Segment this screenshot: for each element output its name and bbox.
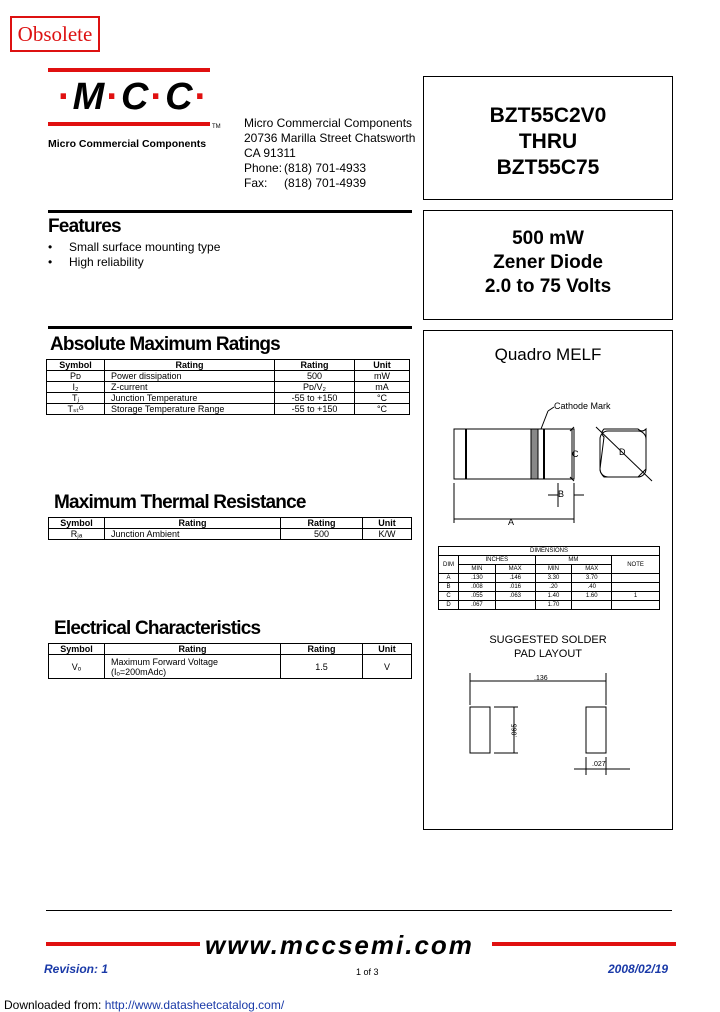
fax-label: Fax: xyxy=(244,176,268,190)
table-row: I₂ Z-current Pᴅ/V₂ mA xyxy=(47,382,410,393)
phone-number: (818) 701-4933 xyxy=(284,161,367,175)
download-label: Downloaded from: xyxy=(4,998,105,1012)
logo-dot: · xyxy=(58,76,73,118)
solder-pad-title: SUGGESTED SOLDER PAD LAYOUT xyxy=(489,634,607,660)
solder-width-label: .136 xyxy=(534,675,548,682)
logo-letter-c2: C xyxy=(165,76,195,118)
solder-pad-label: .027 xyxy=(592,761,606,768)
footer-red-bar-right xyxy=(492,942,676,946)
abs-max-table xyxy=(46,359,410,415)
mcc-logo xyxy=(58,76,209,119)
part-start: BZT55C2V0 xyxy=(489,104,607,127)
logo-top-bar xyxy=(48,68,210,72)
logo-subtitle: Micro Commercial Components xyxy=(48,138,207,150)
test-condition: (Iₒ=200mAdc) xyxy=(111,666,167,677)
list-item: • High reliability xyxy=(48,255,144,269)
part-thru: THRU xyxy=(518,130,578,153)
cathode-mark-label: Cathode Mark xyxy=(554,401,611,411)
solder-pad-right xyxy=(586,707,606,753)
address-line1: Micro Commercial Components xyxy=(244,116,413,130)
table-row: Pᴅ Power dissipation 500 mW xyxy=(47,371,410,382)
table-header-row: Symbol Rating Rating Unit xyxy=(47,360,410,371)
spec-power: 500 mW xyxy=(512,228,584,249)
spec-box xyxy=(423,210,673,320)
dim-label-d: D xyxy=(619,447,626,457)
table-row: B .008 .016 .20 .40 xyxy=(439,583,660,592)
features-list xyxy=(48,240,220,270)
electrical-title: Electrical Characteristics xyxy=(54,618,261,639)
package-name: Quadro MELF xyxy=(494,345,602,364)
spec-type: Zener Diode xyxy=(493,252,603,273)
thermal-title: Maximum Thermal Resistance xyxy=(54,492,306,513)
table-row: Tⱼ Junction Temperature -55 to +150 °C xyxy=(47,393,410,404)
address-line3: CA 91311 xyxy=(244,146,296,160)
dim-label-a: A xyxy=(508,517,515,527)
part-number-box xyxy=(423,76,673,200)
abs-max-title: Absolute Maximum Ratings xyxy=(50,334,280,355)
table-header-row: Symbol Rating Rating Unit xyxy=(49,644,412,655)
dim-label-c: C xyxy=(572,449,579,459)
solder-pad-left xyxy=(470,707,490,753)
footer-rule xyxy=(46,910,672,911)
cathode-band xyxy=(531,429,538,479)
dim-label-b: B xyxy=(558,489,565,499)
list-item: • Small surface mounting type xyxy=(48,240,221,254)
address-line2: 20736 Marilla Street Chatsworth xyxy=(244,131,416,145)
logo-bottom-bar xyxy=(48,122,210,126)
part-end: BZT55C75 xyxy=(496,156,600,179)
trademark: TM xyxy=(212,124,221,130)
features-rule xyxy=(48,210,412,213)
table-row: D .067 1.70 xyxy=(439,601,660,610)
phone-label: Phone: xyxy=(244,161,283,175)
dimensions-table: DIMENSIONS DIM INCHES MM NOTE MIN MAX MIN MAX A .130 .146 3.30 3.70 B .008 .016 .20 .40 C .055 .063 1.40 1.60 1 D .067 1.70 xyxy=(438,546,660,610)
table-row: Tₛₜᴳ Storage Temperature Range -55 to +150 °C xyxy=(47,404,410,415)
download-source xyxy=(4,998,284,1012)
website-url[interactable]: www.mccsemi.com xyxy=(205,930,474,960)
electrical-table xyxy=(48,643,412,679)
thermal-table xyxy=(48,517,412,540)
abs-max-rule xyxy=(48,326,412,329)
melf-body xyxy=(454,429,574,479)
logo-dot: · xyxy=(194,76,210,118)
logo-dot: · xyxy=(106,76,121,118)
company-address xyxy=(244,116,415,191)
revision-date: 2008/02/19 xyxy=(608,962,669,976)
solder-height-label: .065 xyxy=(511,723,519,738)
logo-dot: · xyxy=(150,76,166,118)
features-title: Features xyxy=(48,216,121,237)
solder-pad-drawing xyxy=(424,669,672,799)
spec-voltage: 2.0 to 75 Volts xyxy=(484,276,612,297)
download-link[interactable]: http://www.datasheetcatalog.com/ xyxy=(104,998,285,1012)
table-row: C .055 .063 1.40 1.60 1 xyxy=(439,592,660,601)
revision-label: Revision: 1 xyxy=(44,962,109,976)
table-header-row: Symbol Rating Rating Unit xyxy=(49,518,412,529)
obsolete-stamp: Obsolete xyxy=(10,16,100,52)
logo-letter-c1: C xyxy=(120,76,151,118)
fax-number: (818) 701-4939 xyxy=(284,176,367,190)
package-box xyxy=(423,330,673,830)
logo-letter-m: M xyxy=(72,76,107,118)
table-row: A .130 .146 3.30 3.70 xyxy=(439,574,660,583)
table-row: Rⱼₐ Junction Ambient 500 K/W xyxy=(49,529,412,540)
footer-red-bar-left xyxy=(46,942,200,946)
table-row: Vₒ Maximum Forward Voltage (Iₒ=200mAdc) 1.5 V xyxy=(49,655,412,679)
page-number: 1 of 3 xyxy=(356,967,379,977)
